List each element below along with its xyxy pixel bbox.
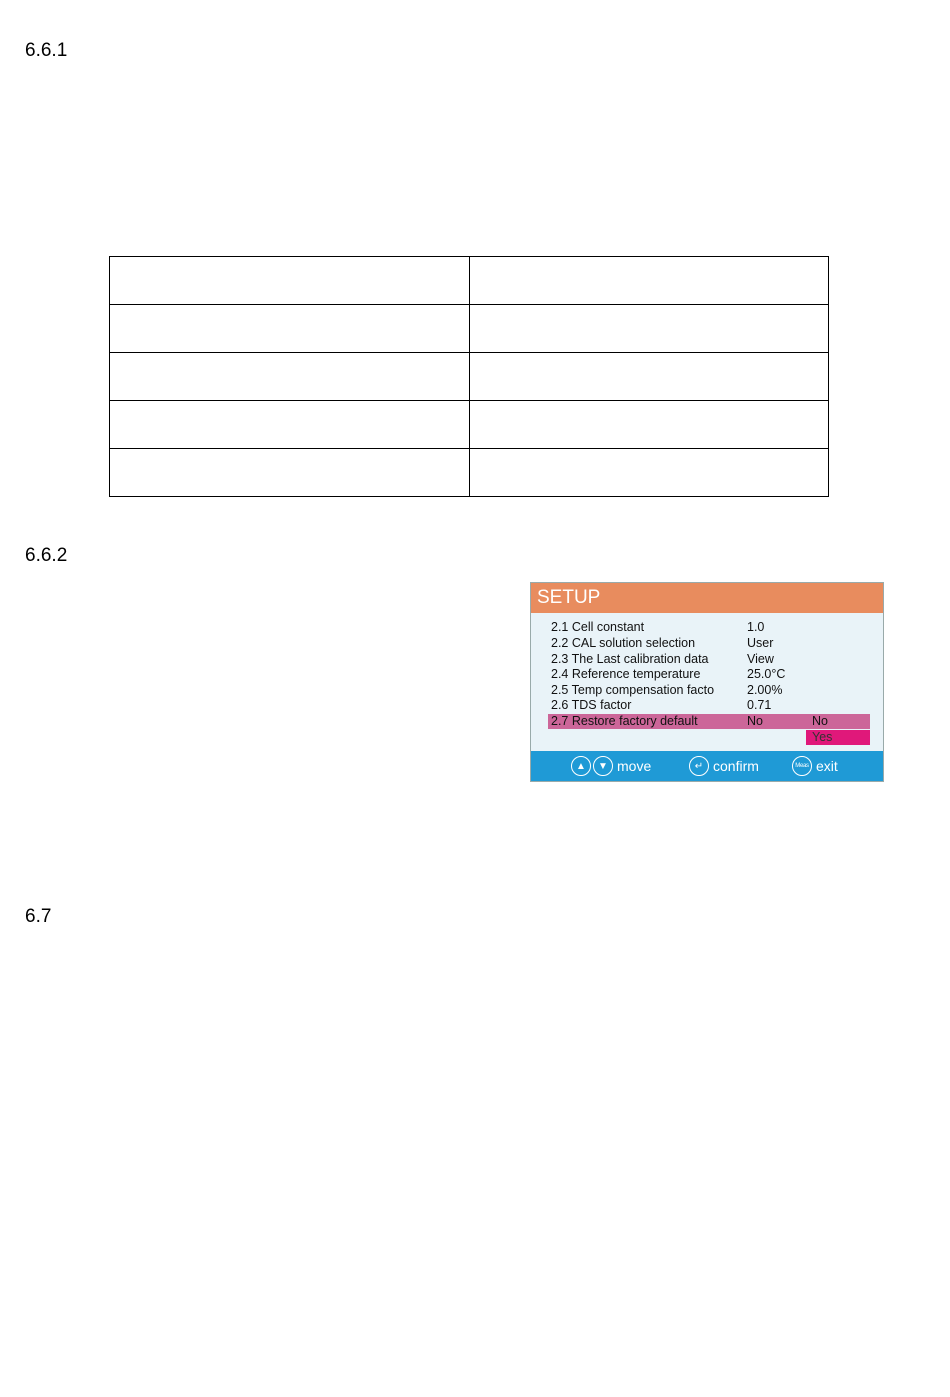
- screen-title: SETUP: [531, 583, 883, 613]
- option-yes[interactable]: Yes: [806, 730, 870, 745]
- menu-item-temp-compensation[interactable]: [548, 683, 870, 698]
- table-row: [110, 449, 829, 497]
- menu-item-value: 25.0°C: [747, 667, 786, 681]
- menu-item-value: 2.00%: [747, 683, 783, 697]
- menu-item-label: 2.7 Restore factory default: [551, 714, 698, 728]
- confirm-hint[interactable]: [689, 755, 759, 777]
- table-cell: [469, 257, 829, 305]
- down-arrow-icon: ▼: [593, 756, 613, 776]
- table-cell: [110, 401, 470, 449]
- table-row: [110, 353, 829, 401]
- menu-item-value: View: [747, 652, 774, 666]
- menu-item-label: 2.5 Temp compensation facto: [551, 683, 715, 697]
- setup-screen: [530, 582, 884, 782]
- blank-table: [109, 256, 829, 497]
- screen-footer: [531, 751, 883, 781]
- exit-label: exit: [816, 758, 838, 774]
- menu-item-value: 0.71: [747, 698, 772, 712]
- table-cell: [110, 449, 470, 497]
- table-cell: [110, 305, 470, 353]
- menu-item-cell-constant[interactable]: [548, 620, 870, 635]
- move-hint[interactable]: [571, 755, 651, 777]
- menu-item-label: 2.2 CAL solution selection: [551, 636, 696, 650]
- table-row: [110, 257, 829, 305]
- menu-item-reference-temperature[interactable]: [548, 667, 870, 682]
- move-label: move: [617, 758, 652, 774]
- up-arrow-icon: ▲: [571, 756, 591, 776]
- table-cell: [110, 257, 470, 305]
- table-row: [110, 305, 829, 353]
- menu-item-tds-factor[interactable]: [548, 698, 870, 713]
- section-heading-6-7: 6.7: [25, 906, 52, 927]
- menu-item-label: 2.3 The Last calibration data: [551, 652, 709, 666]
- meas-icon: Meas: [792, 756, 812, 776]
- menu-item-label: 2.1 Cell constant: [551, 620, 645, 634]
- section-heading-6-6-2: 6.6.2: [25, 545, 68, 566]
- table-row: [110, 401, 829, 449]
- exit-hint[interactable]: [792, 755, 838, 777]
- menu-item-label: 2.6 TDS factor: [551, 698, 632, 712]
- section-heading-6-6-1: 6.6.1: [25, 40, 68, 61]
- menu-item-label: 2.4 Reference temperature: [551, 667, 701, 681]
- menu-item-value: No: [747, 714, 763, 728]
- table-cell: [469, 353, 829, 401]
- table-cell: [469, 305, 829, 353]
- enter-icon: ↵: [689, 756, 709, 776]
- table-cell: [110, 353, 470, 401]
- menu-item-cal-solution[interactable]: [548, 636, 870, 651]
- table-cell: [469, 401, 829, 449]
- confirm-label: confirm: [713, 758, 759, 774]
- table-cell: [469, 449, 829, 497]
- menu-item-last-calibration[interactable]: [548, 652, 870, 667]
- menu-item-value: User: [747, 636, 774, 650]
- menu-item-value: 1.0: [747, 620, 765, 634]
- option-no[interactable]: No: [806, 714, 870, 729]
